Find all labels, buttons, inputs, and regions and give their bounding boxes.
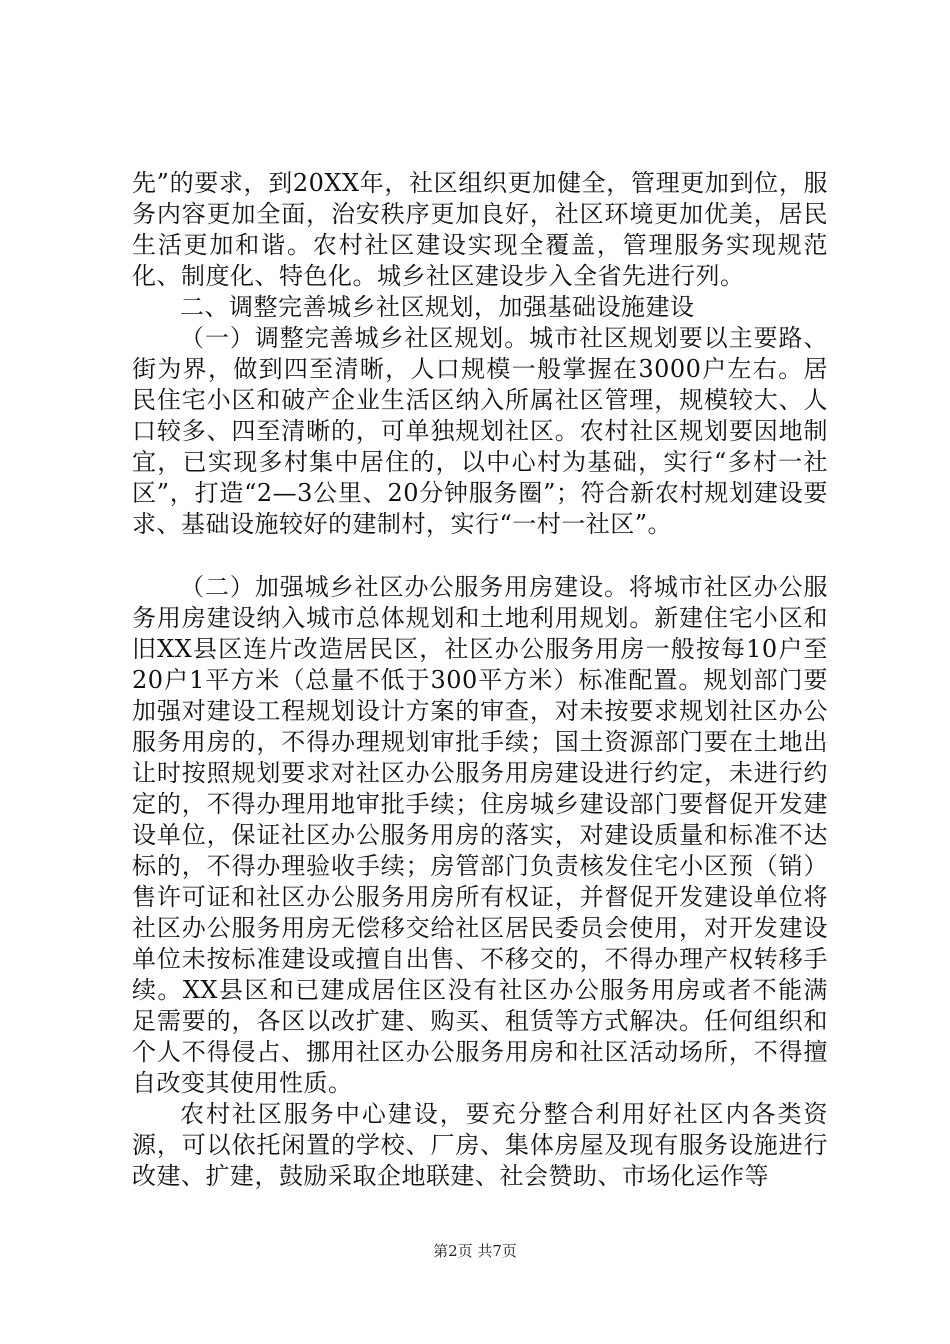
section-heading: 二、调整完善城乡社区规划，加强基础设施建设 xyxy=(180,293,695,321)
paragraph-office-buildings: （二）加强城乡社区办公服务用房建设。将城市社区办公服务用房建设纳入城市总体规划和土地利用规划。新建住宅小区和旧XX县区连片改造居民区，社区办公服务用房一般按每10户至20户1平方米（总量不低于300平方米）标准配置。规划部门要加强对建设工程规划设计方案的审查，对未按要求规划社区办公服务用房的，不得办理规划审批手续；国土资源部门要在土地出让时按照规划要求对社区办公服务用房建设进行约定，未进行约定的，不得办理用地审批手续；住房城乡建设部门要督促开发建设单位，保证社区办公服务用房的落实，对建设质量和标准不达标的，不得办理验收手续；房管部门负责核发住宅小区预（销）售许可证和社区办公服务用房所有权证，并督促开发建设单位将社区办公服务用房无偿移交给社区居民委员会使用，对开发建设单位未按标准建设或擅自出售、不移交的，不得办理产权转移手续。XX县区和已建成居住区没有社区办公服务用房或者不能满足需要的，各区以改扩建、购买、租赁等方式解决。任何组织和个人不得侵占、挪用社区办公服务用房和社区活动场所，不得擅自改变其使用性质。 xyxy=(132,573,828,1097)
page-footer: 第2页 共7页 xyxy=(433,1242,517,1260)
paragraph-rural-service-center: 农村社区服务中心建设，要充分整合利用好社区内各类资源，可以依托闲置的学校、厂房、集体房屋及现有服务设施进行改建、扩建，鼓励采取企地联建、社会赞助、市场化运作等 xyxy=(132,1100,828,1190)
paragraph-continuation: 先”的要求，到20XX年，社区组织更加健全，管理更加到位，服务内容更加全面，治安秩序更加良好，社区环境更加优美，居民生活更加和谐。农村社区建设实现全覆盖，管理服务实现规范化、制度化、特色化。城乡社区建设步入全省先进行列。 xyxy=(132,169,828,290)
paragraph-community-planning: （一）调整完善城乡社区规划。城市社区规划要以主要路、街为界，做到四至清晰，人口规模一般掌握在3000户左右。居民住宅小区和破产企业生活区纳入所属社区管理，规模较大、人口较多、四至清晰的，可单独规划社区。农村社区规划要因地制宜，已实现多村集中居住的，以中心村为基础，实行“多村一社区”，打造“2—3公里、20分钟服务圈”；符合新农村规划建设要求、基础设施较好的建制村，实行“一村一社区”。 xyxy=(132,324,828,538)
document-body xyxy=(132,168,828,1192)
paragraph-gap xyxy=(132,540,828,572)
